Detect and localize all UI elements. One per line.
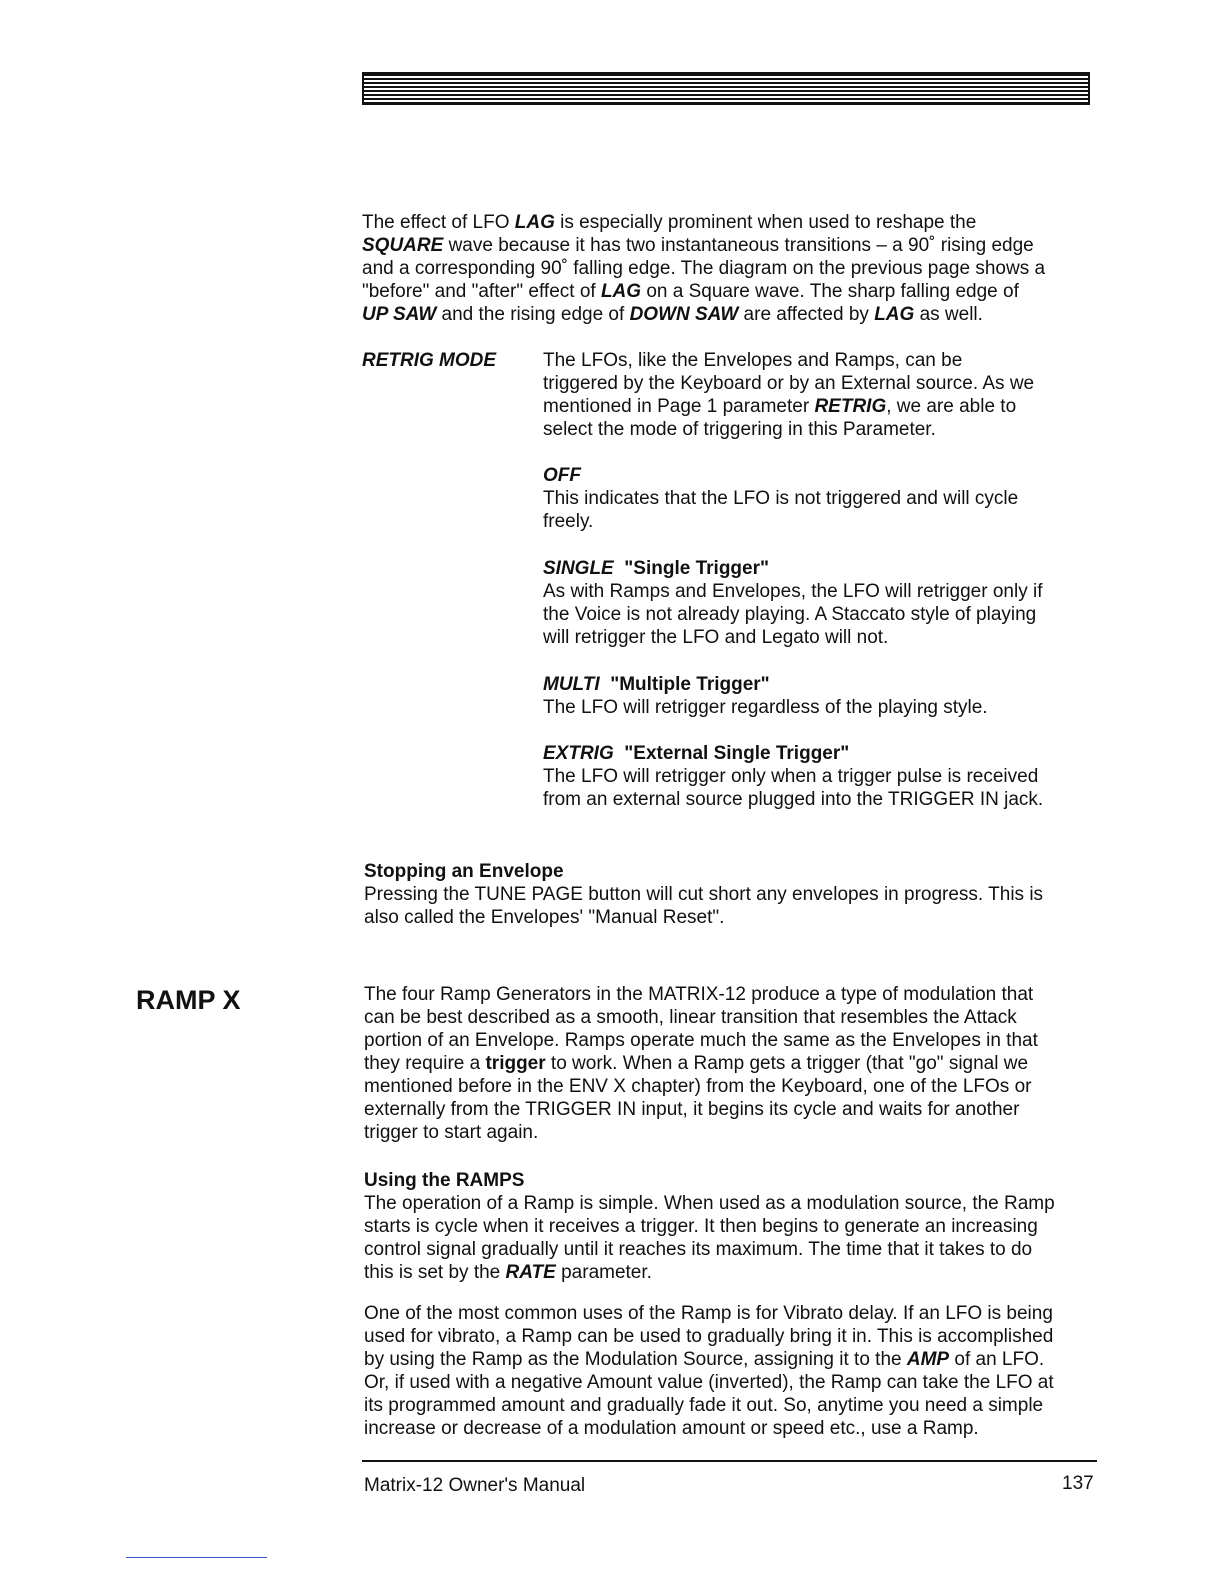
- text-line: [543, 418, 1083, 441]
- mode-extrig: [543, 742, 1083, 811]
- text-run: to work. When a Ramp gets a trigger (that "go" signal we: [545, 1053, 1029, 1074]
- mode-multi: [543, 673, 1083, 719]
- text-run: trigger to start again.: [364, 1122, 539, 1143]
- parameter-keyword: UP SAW: [362, 304, 437, 325]
- text-run: as well.: [914, 304, 983, 325]
- footer-manual-title: Matrix-12 Owner's Manual: [364, 1475, 586, 1496]
- text-run: wave because it has two instantaneous transitions – a 90˚ rising edge: [443, 235, 1034, 256]
- text-run: triggered by the Keyboard or by an External source. As we: [543, 373, 1035, 394]
- text-run: The effect of LFO: [362, 212, 515, 233]
- parameter-keyword: DOWN SAW: [629, 304, 739, 325]
- text-run: "before" and "after" effect of: [362, 281, 601, 302]
- footer-divider: [362, 1460, 1097, 1462]
- mode-description: This indicates that the LFO is not triggered and will cycle freely.: [543, 488, 1019, 532]
- retrig-mode-label: RETRIG MODE: [362, 350, 497, 371]
- using-ramps-section: [364, 1169, 1084, 1284]
- text-line: [543, 395, 1083, 418]
- text-run: portion of an Envelope. Ramps operate much the same as the Envelopes in that: [364, 1030, 1038, 1051]
- text-run: control signal gradually until it reaches its maximum. The time that it takes to do: [364, 1239, 1033, 1260]
- text-run: The LFOs, like the Envelopes and Ramps, can be: [543, 350, 963, 371]
- text-line: [364, 1302, 1084, 1325]
- text-run: and a corresponding 90˚ falling edge. The diagram on the previous page shows a: [362, 258, 1046, 279]
- text-line: [364, 1394, 1084, 1417]
- mode-description: As with Ramps and Envelopes, the LFO will retrigger only if the Voice is not already playing. A Staccato style of playing will retrigger the LFO and Legato will not.: [543, 581, 1043, 648]
- text-line: [364, 1052, 1084, 1075]
- text-run: increase or decrease of a modulation amount or speed etc., use a Ramp.: [364, 1418, 979, 1439]
- text-line: [364, 1215, 1084, 1238]
- text-run: by using the Ramp as the Modulation Source, assigning it to the: [364, 1349, 907, 1370]
- text-line: [364, 1371, 1084, 1394]
- bottom-decorative-line: [126, 1557, 267, 1558]
- text-line: [364, 1098, 1084, 1121]
- text-line: [362, 234, 1082, 257]
- text-line: [364, 1121, 1084, 1144]
- section-heading: Stopping an Envelope: [364, 861, 564, 882]
- text-line: [543, 349, 1083, 372]
- text-run: The operation of a Ramp is simple. When used as a modulation source, the Ramp: [364, 1193, 1055, 1214]
- text-run: mentioned before in the ENV X chapter) from the Keyboard, one of the LFOs or: [364, 1076, 1032, 1097]
- parameter-keyword: AMP: [906, 1349, 950, 1370]
- mode-name: MULTI: [543, 674, 600, 695]
- text-run: and the rising edge of: [436, 304, 630, 325]
- text-line: [364, 1325, 1084, 1348]
- mode-title: "Single Trigger": [624, 558, 770, 579]
- text-run: is especially prominent when used to reshape the: [554, 212, 977, 233]
- text-run: externally from the TRIGGER IN input, it begins its cycle and waits for another: [364, 1099, 1020, 1120]
- vibrato-delay-paragraph: [364, 1302, 1084, 1440]
- parameter-keyword: RETRIG: [814, 396, 887, 417]
- text-run: its programmed amount and gradually fade it out. So, anytime you need a simple: [364, 1395, 1044, 1416]
- text-line: [364, 1192, 1084, 1215]
- text-run: can be best described as a smooth, linear transition that resembles the Attack: [364, 1007, 1017, 1028]
- text-line: [362, 280, 1082, 303]
- parameter-keyword: SQUARE: [362, 235, 444, 256]
- mode-title: "Multiple Trigger": [610, 674, 770, 695]
- text-run: starts is cycle when it receives a trigger. It then begins to generate an increasing: [364, 1216, 1038, 1237]
- mode-name: OFF: [543, 465, 581, 486]
- text-line: [362, 211, 1082, 234]
- intro-paragraph: [362, 211, 1082, 326]
- text-run: used for vibrato, a Ramp can be used to gradually bring it in. This is accomplished: [364, 1326, 1054, 1347]
- retrig-description: [543, 349, 1083, 441]
- text-line: [362, 303, 1082, 326]
- ramp-x-title: RAMP X: [136, 985, 241, 1015]
- page-number: 137: [1062, 1473, 1094, 1494]
- text-line: [364, 1029, 1084, 1052]
- emphasis-word: trigger: [485, 1053, 546, 1074]
- parameter-keyword: LAG: [874, 304, 915, 325]
- mode-description: The LFO will retrigger only when a trigger pulse is received from an external source plugged into the TRIGGER IN jack.: [543, 766, 1044, 810]
- text-run: select the mode of triggering in this Parameter.: [543, 419, 936, 440]
- text-run: are affected by: [738, 304, 875, 325]
- text-run: this is set by the: [364, 1262, 506, 1283]
- text-line: [543, 372, 1083, 395]
- text-run: Or, if used with a negative Amount value (inverted), the Ramp can take the LFO at: [364, 1372, 1054, 1393]
- mode-off: [543, 464, 1083, 533]
- stopping-envelope-section: Stopping an Envelope Pressing the TUNE PAGE button will cut short any envelopes in progress. This is also called the Envelopes' "Manual Reset".: [364, 860, 1084, 929]
- text-line: [364, 983, 1084, 1006]
- section-heading: Using the RAMPS: [364, 1170, 525, 1191]
- text-run: of an LFO.: [949, 1349, 1045, 1370]
- text-run: , we are able to: [886, 396, 1017, 417]
- header-decorative-bar: [362, 72, 1090, 105]
- text-line: [364, 1348, 1084, 1371]
- text-run: parameter.: [555, 1262, 652, 1283]
- mode-single: [543, 557, 1083, 649]
- text-run: One of the most common uses of the Ramp is for Vibrato delay. If an LFO is being: [364, 1303, 1053, 1324]
- parameter-keyword: LAG: [600, 281, 642, 302]
- text-line: [364, 1238, 1084, 1261]
- parameter-keyword: RATE: [505, 1262, 556, 1283]
- mode-name: EXTRIG: [543, 743, 614, 764]
- text-run: The four Ramp Generators in the MATRIX-12 produce a type of modulation that: [364, 984, 1034, 1005]
- text-line: [364, 1006, 1084, 1029]
- mode-description: The LFO will retrigger regardless of the playing style.: [543, 697, 988, 718]
- text-run: they require a: [364, 1053, 486, 1074]
- ramp-intro-paragraph: [364, 983, 1084, 1144]
- text-line: [364, 1417, 1084, 1440]
- text-line: [362, 257, 1082, 280]
- text-run: mentioned in Page 1 parameter: [543, 396, 815, 417]
- mode-name: SINGLE: [543, 558, 614, 579]
- text-line: [364, 1261, 1084, 1284]
- mode-title: "External Single Trigger": [624, 743, 850, 764]
- text-line: [364, 1075, 1084, 1098]
- text-run: on a Square wave. The sharp falling edge of: [641, 281, 1019, 302]
- parameter-keyword: LAG: [514, 212, 555, 233]
